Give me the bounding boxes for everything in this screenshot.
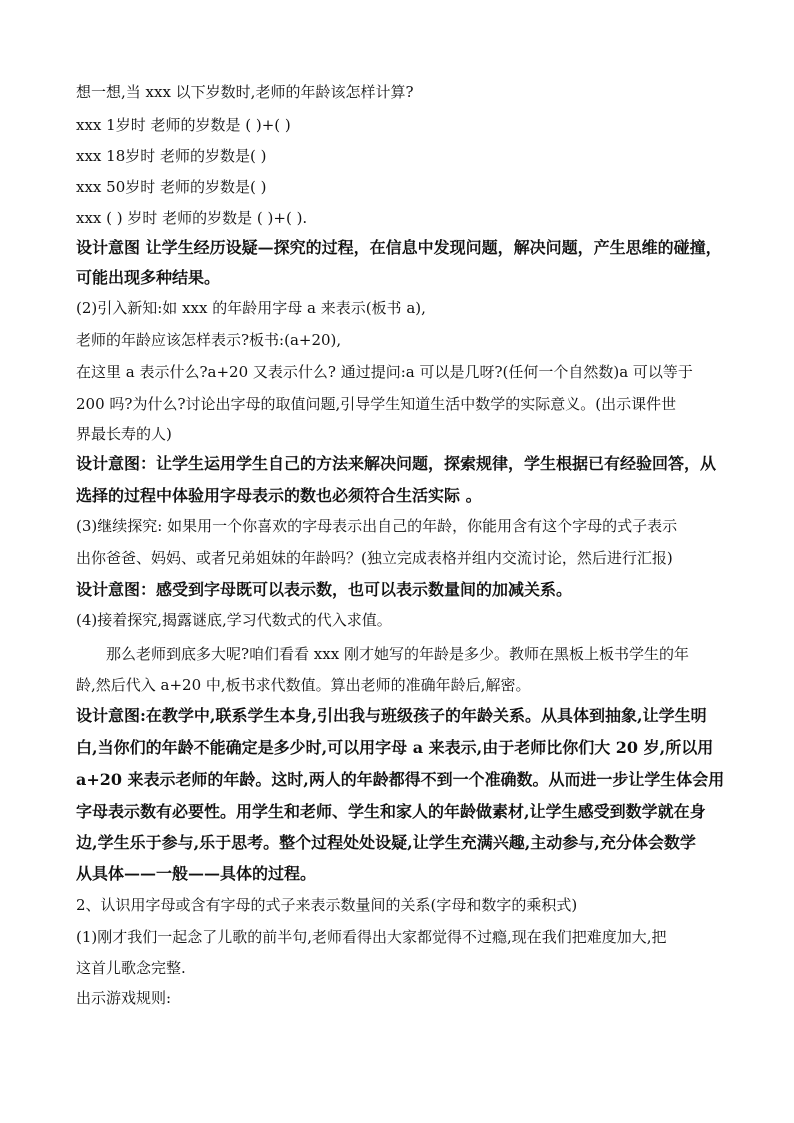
text-line: (4)接着探究,揭露谜底,学习代数式的代入求值。 — [76, 611, 392, 629]
text-line: xxx ( ) 岁时 老师的岁数是 ( )+( ). — [76, 209, 308, 227]
text-line: 这首儿歌念完整. — [76, 959, 186, 977]
text-line: 界最长寿的人) — [76, 425, 172, 443]
design-intent-text: 从具体——一般——具体的过程。 — [76, 864, 317, 883]
text-line: (3)继续探究: 如果用一个你喜欢的字母表示出自己的年龄，你能用含有这个字母的式子表示 — [76, 517, 678, 535]
design-intent-text: 设计意图:在教学中,联系学生本身,引出我与班级孩子的年龄关系。从具体到抽象,让学生明 — [76, 706, 707, 725]
design-intent-text: 选择的过程中体验用字母表示的数也必须符合生活实际 。 — [76, 486, 482, 505]
text-line: (2)引入新知:如 xxx 的年龄用字母 a 来表示(板书 a), — [76, 299, 426, 317]
design-intent-text: a+20 来表示老师的年龄。这时,两人的年龄都得不到一个准确数。从而进一步让学生体会用 — [76, 770, 725, 789]
text-line: 老师的年龄应该怎样表示?板书:(a+20), — [76, 331, 342, 349]
text-line: xxx 1岁时 老师的岁数是 ( )+( ) — [76, 116, 291, 134]
text-line: 龄,然后代入 a+20 中,板书求代数值。算出老师的准确年龄后,解密。 — [76, 676, 531, 694]
design-intent-text: 字母表示数有必要性。用学生和老师、学生和家人的年龄做素材,让学生感受到数学就在身 — [76, 802, 706, 821]
text-line: 想一想,当 xxx 以下岁数时,老师的年龄该怎样计算? — [76, 83, 414, 101]
design-intent-text: 设计意图：让学生运用学生自己的方法来解决问题，探索规律，学生根据已有经验回答，从 — [76, 454, 717, 473]
text-line: xxx 18岁时 老师的岁数是( ) — [76, 147, 267, 165]
text-line: xxx 50岁时 老师的岁数是( ) — [76, 178, 267, 196]
text-line: (1)刚才我们一起念了儿歌的前半句,老师看得出大家都觉得不过瘾,现在我们把难度加大,把 — [76, 928, 667, 946]
design-intent-text: 设计意图 让学生经历设疑—探究的过程，在信息中发现问题，解决问题，产生思维的碰撞， — [76, 238, 722, 257]
text-line: 那么老师到底多大呢?咱们看看 xxx 刚才她写的年龄是多少。教师在黑板上板书学生的年 — [106, 645, 689, 663]
design-intent-text: 白,当你们的年龄不能确定是多少时,可以用字母 a 来表示,由于老师比你们大 20 岁,所以用 — [76, 738, 714, 757]
text-line: 200 吗?为什么?讨论出字母的取值问题,引导学生知道生活中数学的实际意义。(出示课件世 — [76, 395, 677, 413]
design-intent-text: 可能出现多种结果。 — [76, 268, 221, 287]
text-line: 在这里 a 表示什么?a+20 又表示什么? 通过提问:a 可以是几呀?(任何一个自然数)a 可以等于 — [76, 363, 693, 381]
text-line: 出示游戏规则: — [76, 989, 172, 1007]
design-intent-text: 设计意图：感受到字母既可以表示数，也可以表示数量间的加减关系。 — [76, 580, 573, 599]
design-intent-text: 边,学生乐于参与,乐于思考。整个过程处处设疑,让学生充满兴趣,主动参与,充分体会数学 — [76, 833, 696, 852]
text-line: 2、认识用字母或含有字母的式子来表示数量间的关系(字母和数字的乘积式) — [76, 896, 578, 914]
text-line: 出你爸爸、妈妈、或者兄弟姐妹的年龄吗？(独立完成表格并组内交流讨论，然后进行汇报) — [76, 549, 673, 567]
